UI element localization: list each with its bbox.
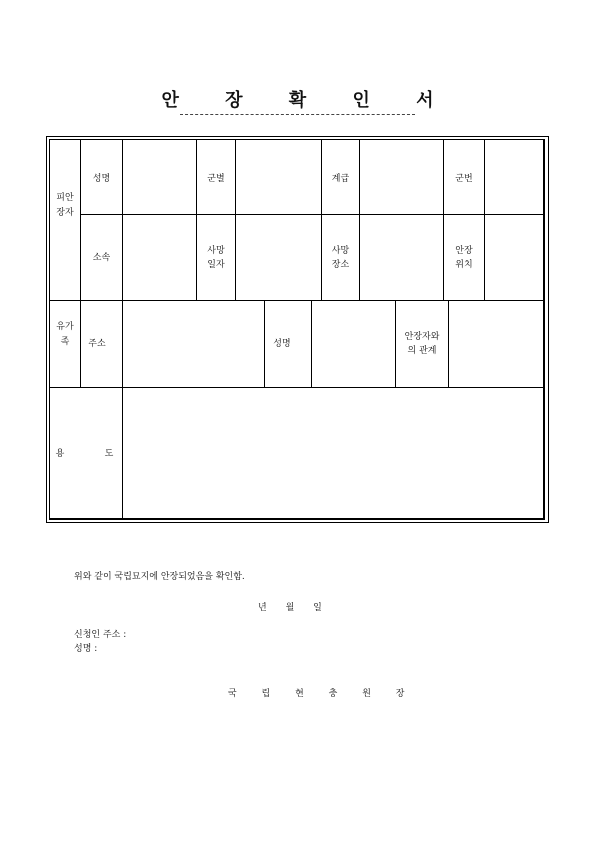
date-month: 월 — [285, 603, 295, 613]
date-year: 년 — [258, 603, 267, 613]
applicant-name-label: 성명 : — [74, 644, 98, 654]
unit-label: 소속 — [92, 253, 111, 263]
family-section-label: 유가족 — [56, 322, 74, 347]
row-divider — [50, 300, 545, 301]
column-divider — [235, 140, 236, 300]
date-day: 일 — [313, 603, 322, 613]
family-address-label: 주소 — [88, 339, 106, 349]
family-name-label: 성명 — [273, 339, 291, 349]
relation-label: 안장자와 의 관계 — [404, 332, 440, 356]
column-divider — [443, 140, 444, 300]
form-inner-border — [49, 139, 545, 520]
branch-label: 군별 — [207, 174, 225, 184]
purpose-label-right: 도 — [104, 449, 114, 459]
death-date-label: 사망 일자 — [207, 246, 225, 270]
applicant-address-label: 신청인 주소 : — [74, 630, 127, 640]
row-divider — [50, 387, 545, 388]
issuer-name: 국 립 현 충 원 장 — [228, 689, 416, 699]
service-number-label: 군번 — [455, 174, 473, 184]
column-divider — [484, 140, 485, 300]
rank-label: 계급 — [331, 174, 350, 184]
column-divider — [311, 301, 312, 387]
title-underline — [180, 114, 415, 115]
death-place-label: 사망 장소 — [331, 246, 350, 270]
page-title: 안 장 확 인 서 — [161, 90, 454, 111]
date-line — [258, 600, 322, 613]
column-divider — [448, 301, 449, 387]
column-divider — [196, 140, 197, 300]
row-divider — [81, 214, 545, 215]
column-divider — [321, 140, 322, 300]
deceased-section-label: 피안장자 — [56, 193, 74, 218]
purpose-label-left: 용 — [55, 449, 65, 459]
column-divider — [359, 140, 360, 300]
column-divider — [122, 140, 123, 520]
confirmation-statement: 위와 같이 국립묘지에 안장되었음을 확인함. — [74, 572, 245, 582]
applicant-block — [74, 628, 126, 656]
name-label: 성명 — [92, 174, 111, 184]
burial-location-label: 안장 위치 — [455, 246, 473, 270]
